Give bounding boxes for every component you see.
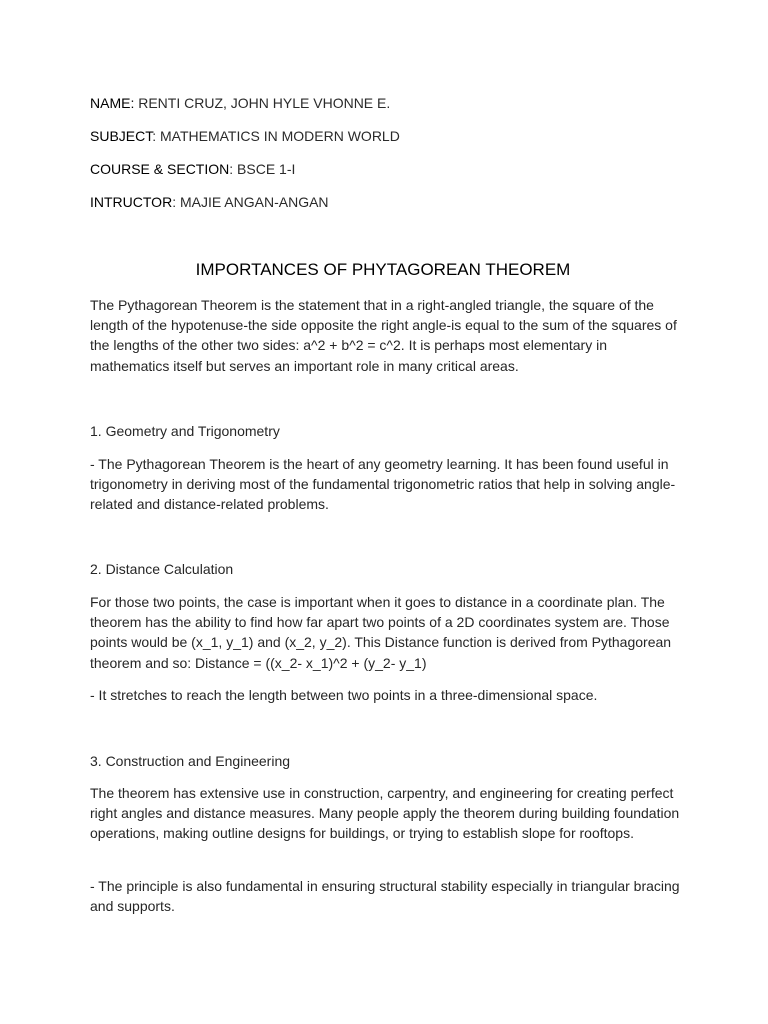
section-note-construction: - The principle is also fundamental in ensuring structural stability especially in triangular bracing and supports.	[90, 878, 680, 915]
section-paragraph-distance: For those two points, the case is important when it goes to distance in a coordinate plan. The theorem has the ability to find how far apart two points of a 2D coordinates system are. Those points would be (x_1, y_1) and (x_2, y_2). This Distance function is derived from Pythagorean theorem and so: Distance = ((x_2- x_1)^2 + (y_2- y_1)	[90, 594, 672, 671]
section-heading-geometry: 1. Geometry and Trigonometry	[90, 423, 280, 439]
document-title: IMPORTANCES OF PHYTAGOREAN THEOREM	[195, 260, 571, 279]
intro-paragraph: The Pythagorean Theorem is the statement that in a right-angled triangle, the square of the length of the hypotenuse-the side opposite the right angle-is equal to the sum of the squares of the lengths of the other two sides: a^2 + b^2 = c^2. It is perhaps most elementary in mathematics itself but serves an important role in many critical areas.	[90, 297, 677, 374]
subject-line	[90, 127, 400, 145]
name-line	[90, 94, 390, 112]
name-label: NAME:	[90, 95, 135, 111]
section-heading-construction: 3. Construction and Engineering	[90, 753, 291, 769]
subject-label: SUBJECT	[90, 128, 153, 144]
subject-value: : MATHEMATICS IN MODERN WORLD	[152, 128, 400, 144]
course-value: : BSCE 1-I	[229, 161, 296, 177]
section-paragraph-construction: The theorem has extensive use in construction, carpentry, and engineering for creating perfect right angles and distance measures. Many people apply the theorem during building foundation operations, making outline designs for buildings, or trying to establish slope for rooftops.	[90, 785, 680, 842]
course-line	[90, 160, 295, 178]
section-paragraph-geometry: - The Pythagorean Theorem is the heart of any geometry learning. It has been found useful in trigonometry in deriving most of the fundamental trigonometric ratios that help in solving angle-related and distance-related problems.	[90, 456, 676, 513]
instructor-label: INTRUCTOR	[90, 194, 173, 210]
section-heading-distance: 2. Distance Calculation	[90, 561, 234, 577]
instructor-line	[90, 193, 329, 211]
course-label: COURSE & SECTION	[90, 161, 230, 177]
section-note-distance: - It stretches to reach the length between two points in a three-dimensional space.	[90, 687, 598, 703]
name-value: RENTI CRUZ, JOHN HYLE VHONNE E.	[134, 95, 391, 111]
instructor-value: : MAJIE ANGAN-ANGAN	[172, 194, 329, 210]
